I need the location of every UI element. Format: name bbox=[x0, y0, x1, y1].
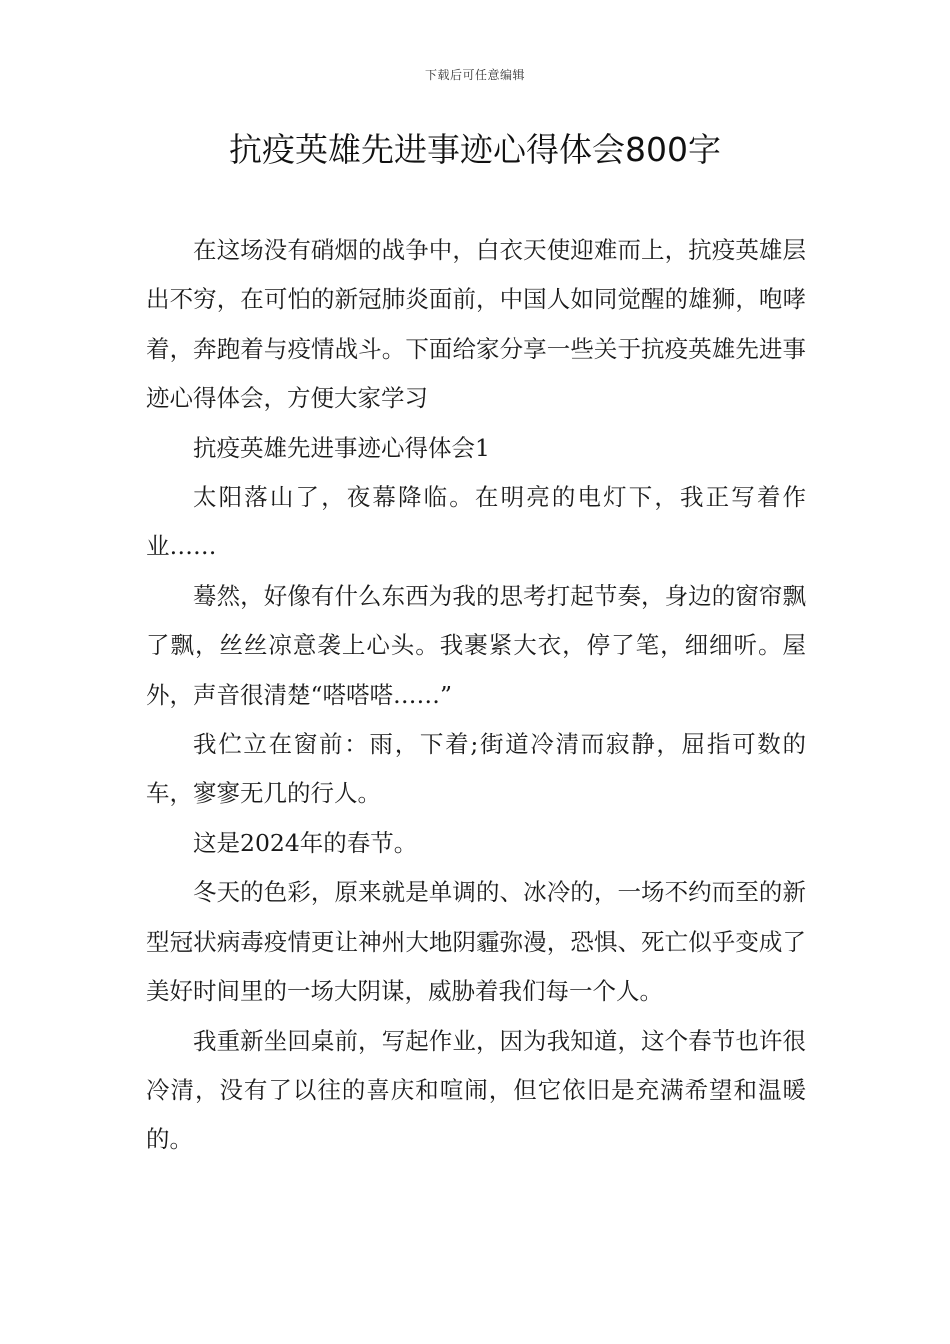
paragraph: 太阳落山了，夜幕降临。在明亮的电灯下，我正写着作业…… bbox=[146, 483, 806, 561]
paragraph-intro: 在这场没有硝烟的战争中，白衣天使迎难而上，抗疫英雄层出不穷，在可怕的新冠肺炎面前，中国人如同觉醒的雄狮，咆哮着，奔跑着与疫情战斗。下面给家分享一些关于抗疫英雄先进事迹心得体会，方便大家学习 bbox=[146, 236, 806, 413]
paragraph: 我重新坐回桌前，写起作业，因为我知道，这个春节也许很冷清，没有了以往的喜庆和喧闹，但它依旧是充满希望和温暖的。 bbox=[146, 1026, 806, 1154]
document-body bbox=[146, 226, 806, 1165]
paragraph: 我伫立在窗前：雨，下着;街道冷清而寂静，屈指可数的车，寥寥无几的行人。 bbox=[146, 730, 806, 808]
paragraph-subheading: 抗疫英雄先进事迹心得体会1 bbox=[193, 433, 490, 462]
document-title: 抗疫英雄先进事迹心得体会800字 bbox=[229, 130, 721, 169]
header-note: 下载后可任意编辑 bbox=[424, 68, 525, 82]
paragraph: 冬天的色彩，原来就是单调的、冰冷的，一场不约而至的新型冠状病毒疫情更让神州大地阴霾弥漫，恐惧、死亡似乎变成了美好时间里的一场大阴谋，威胁着我们每一个人。 bbox=[146, 878, 806, 1006]
paragraph: 这是2024年的春节。 bbox=[193, 828, 418, 857]
paragraph: 蓦然，好像有什么东西为我的思考打起节奏，身边的窗帘飘了飘，丝丝凉意袭上心头。我裹紧大衣，停了笔，细细听。屋外，声音很清楚“嗒嗒嗒……” bbox=[146, 581, 806, 709]
